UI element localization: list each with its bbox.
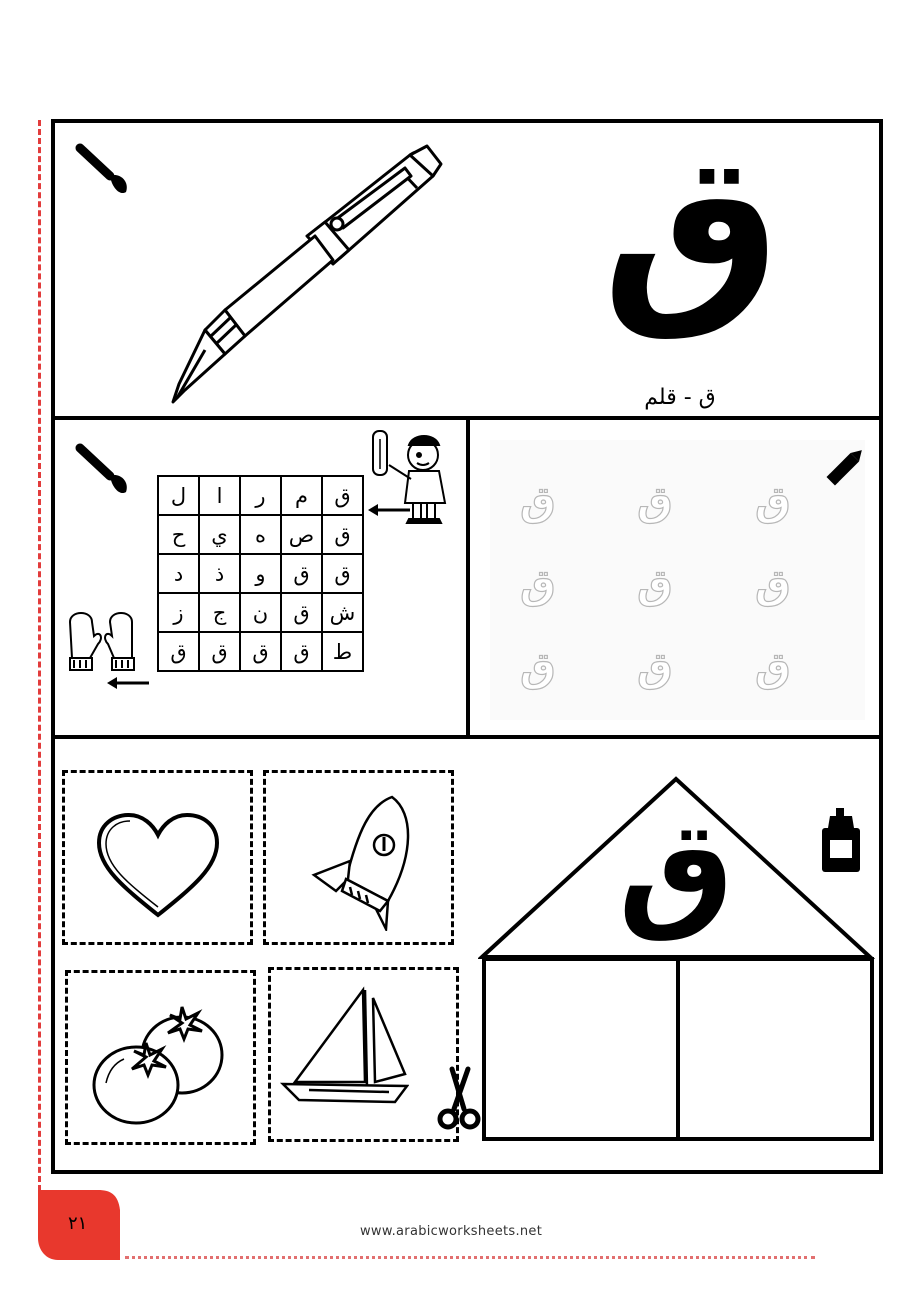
grid-cell[interactable]: م <box>281 476 322 515</box>
mittens-illustration <box>60 608 145 678</box>
cutout-card-rocket[interactable] <box>263 770 454 945</box>
grid-cell[interactable]: ق <box>199 632 240 671</box>
grid-cell[interactable]: ل <box>158 476 199 515</box>
tracing-letter[interactable]: ق <box>637 562 673 608</box>
grid-cell[interactable]: ا <box>199 476 240 515</box>
tracing-letter[interactable]: ق <box>520 562 556 608</box>
grid-cell[interactable]: و <box>240 554 281 593</box>
house-letter: ق <box>618 792 735 944</box>
glue-icon <box>818 806 864 874</box>
footer-website[interactable]: www.arabicworksheets.net <box>360 1224 543 1239</box>
tracing-letter[interactable]: ق <box>755 479 791 525</box>
grid-cell[interactable]: ش <box>322 593 363 632</box>
paintbrush-icon <box>70 438 140 508</box>
paintbrush-icon <box>70 138 140 208</box>
grid-cell[interactable]: ق <box>281 593 322 632</box>
grid-cell[interactable]: ق <box>281 632 322 671</box>
sorting-box-right[interactable] <box>480 960 676 1140</box>
divider-middle <box>466 416 470 737</box>
grid-cell[interactable]: ر <box>240 476 281 515</box>
arrow-icon <box>107 675 152 691</box>
page-number: ٢١ <box>68 1213 88 1234</box>
grid-cell[interactable]: د <box>158 554 199 593</box>
scissors-icon <box>434 1063 484 1133</box>
cutout-card-tomatoes[interactable] <box>65 970 256 1145</box>
letter-caption: ق - قلم <box>644 385 716 410</box>
grid-cell[interactable]: ه <box>240 515 281 554</box>
sailboat-illustration <box>279 984 409 1114</box>
fountain-pen-illustration <box>165 140 450 410</box>
grid-cell[interactable]: ي <box>199 515 240 554</box>
tracing-letter[interactable]: ق <box>637 479 673 525</box>
grid-cell[interactable]: ق <box>322 554 363 593</box>
grid-cell[interactable]: ن <box>240 593 281 632</box>
tomatoes-illustration <box>90 1003 230 1128</box>
grid-cell[interactable]: ز <box>158 593 199 632</box>
arrow-icon <box>368 502 413 518</box>
tracing-letter[interactable]: ق <box>520 645 556 691</box>
grid-cell[interactable]: ج <box>199 593 240 632</box>
grid-cell[interactable]: ص <box>281 515 322 554</box>
heart-illustration <box>93 811 223 921</box>
grid-cell[interactable]: ح <box>158 515 199 554</box>
rocket-illustration <box>306 791 426 931</box>
header-letter: ق <box>602 111 781 344</box>
grid-cell[interactable]: ق <box>158 632 199 671</box>
grid-cell[interactable]: ذ <box>199 554 240 593</box>
tracing-letter[interactable]: ق <box>755 562 791 608</box>
tracing-letter[interactable]: ق <box>520 479 556 525</box>
sorting-box-left[interactable] <box>680 960 870 1140</box>
word-search-grid <box>157 475 364 672</box>
grid-cell[interactable]: ق <box>322 476 363 515</box>
cutout-card-sailboat[interactable] <box>268 967 459 1142</box>
grid-cell[interactable]: ط <box>322 632 363 671</box>
cutout-card-heart[interactable] <box>62 770 253 945</box>
pencil-icon <box>822 440 872 490</box>
left-margin-dashes <box>38 120 41 1200</box>
grid-cell[interactable]: ق <box>281 554 322 593</box>
grid-cell[interactable]: ق <box>322 515 363 554</box>
bottom-margin-dots <box>125 1256 815 1259</box>
tracing-letter[interactable]: ق <box>755 645 791 691</box>
tracing-letter[interactable]: ق <box>637 645 673 691</box>
grid-cell[interactable]: ق <box>240 632 281 671</box>
